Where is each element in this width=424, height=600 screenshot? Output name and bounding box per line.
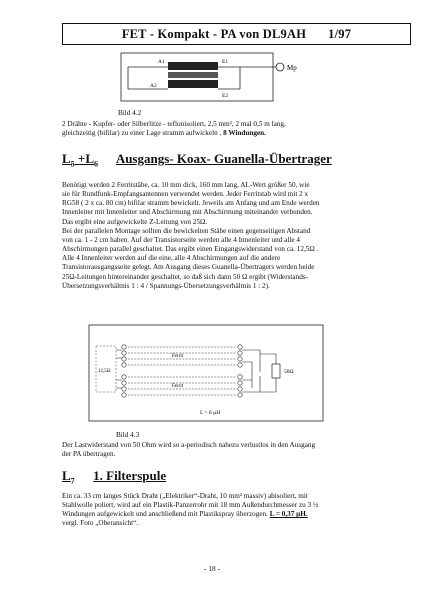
para2-line1: Bei der parallelen Montage sollten die bewickelten Stäbe einen gegenseitigen Abstand [62,226,311,235]
heading2-title: 1. Filterspule [93,468,167,483]
para1-line5: Das ergibt eine aufgewickelte Z-Leitung von 25Ω. [62,217,208,226]
load-resistor [272,364,280,378]
para1-line3: RG58 ( 2 x ca. 80 cm) bifilar stramm bewickelt. Jeweils am Anfang und am Ende werden [62,199,320,208]
winding-2 [168,80,218,88]
heading-l: L [62,151,71,166]
para2-line2: von ca. 1 - 2 cm haben. Auf der Transistorseite werden alle 4 Innenleiter und alle 4 [62,235,300,244]
label-a1: A1 [158,59,165,65]
heading-title: Ausgangs- Koax- Guanella-Übertrager [115,151,332,166]
para2-line4: Alle 4 Innenleiter werden auf die eine, alle 4 Abschirmungen auf die andere [62,254,281,263]
heading2-sub7: 7 [70,476,75,486]
s2-line1: Ein ca. 33 cm langes Stück Draht („Elektriker“-Draht, 10 mm² massiv) abisoliert, mit [62,492,308,500]
label-a2: A2 [150,83,157,89]
winding-core [168,72,218,78]
heading-plus-l: +L [74,151,95,166]
label-e2: E2 [222,93,229,99]
section2-body [62,492,409,529]
figure-caption-4-3: Bild 4.3 [116,431,140,439]
fig1-text-line1: 2 Drähte - Kupfer- oder Silberlitze - teflonisoliert, 2,5 mm², 2 mal 0,5 m lang, [62,120,286,128]
label-output-impedance: 50Ω [284,369,294,375]
header-issue: 1/97 [328,26,352,41]
fig1-text-line2 [62,129,409,138]
para1-line2: sie für Rundfunk-Empfangsantennen verwendet werden. Jeder Ferritstab wird mit 2 x [62,190,309,199]
para2-line5: Transistorausgangsseite gelegt. Am Ausgang dieses Guanella-Übertragers werden beide [62,263,315,272]
section-heading-guanella [62,151,332,169]
label-mp: Mp [287,64,297,72]
page-header [62,23,411,45]
mp-terminal [276,63,284,71]
label-ferrit-top: Ferrit [172,354,184,359]
figure-caption-4-2: Bild 4.2 [118,109,142,117]
section-heading-filterspule [62,468,166,486]
fig2-text-line1: Der Lastwiderstand von 50 Ohm wird so a-periodisch nahezu verlustlos in den Ausgang [62,441,316,449]
s2-inductance-value: L = 0,37 µH. [269,510,308,519]
figure-guanella-transformer [88,324,324,422]
heading-sub5: 5 [70,159,75,169]
s2-line3 [62,510,409,519]
section1-body [62,181,409,291]
fig1-text-line2a: gleichzeitig (bifilar) zu einer Lage stramm aufwickeln , [62,129,222,138]
fig1-description [62,120,409,138]
fig1-text-windings: 8 Windungen. [221,129,266,138]
label-inductance: L > 6 µH [200,410,221,416]
para2-line7: Übersetzungsverhältnis 1 : 4 / Spannungs-Übersetzungsverhältnis 1 : 2). [62,281,270,290]
para2-line3: Abschirmungen parallel geschaltet. Das ergibt einen Eingangswiderstand von ca. 12,5Ω . [62,245,319,254]
s2-line2: Stahlwolle poliert, wird auf ein Plastik-Panzerrohr mit 18 mm Außendurchmesser zu 3 ½ [62,501,319,510]
figure-bifilar-winding [120,52,310,104]
s2-line4: vergl. Foto „Oberansicht“. [62,519,139,528]
heading-sub6: 6 [94,159,99,169]
page-number: - 18 - [203,564,221,573]
label-e1: E1 [222,59,229,65]
header-title: FET - Kompakt - PA von DL9AH [121,26,307,41]
fig2-text-line2: der PA übertragen. [62,450,116,459]
para2-line6: 25Ω-Leitungen hintereinander geschaltet, so daß sich dann 50 Ω ergibt (Widerstands- [62,272,308,281]
fig2-description [62,441,409,459]
label-input-impedance: 12,5Ω [98,369,111,374]
heading2-l: L [62,468,71,483]
para1-line1: Benötigt werden 2 Ferritstäbe, ca. 10 mm dick, 160 mm lang, AL-Wert größer 50, wie [62,181,310,189]
label-ferrit-bottom: Ferrit [172,384,184,389]
para1-line4: Innenleiter mit Innenleiter und Abschirmung mit Abschirmung miteinander verbunden. [62,208,313,217]
s2-line3-text: Windungen aufgewickelt und anschließend mit Plastikspray überzogen. [62,510,268,519]
winding-1 [168,62,218,70]
